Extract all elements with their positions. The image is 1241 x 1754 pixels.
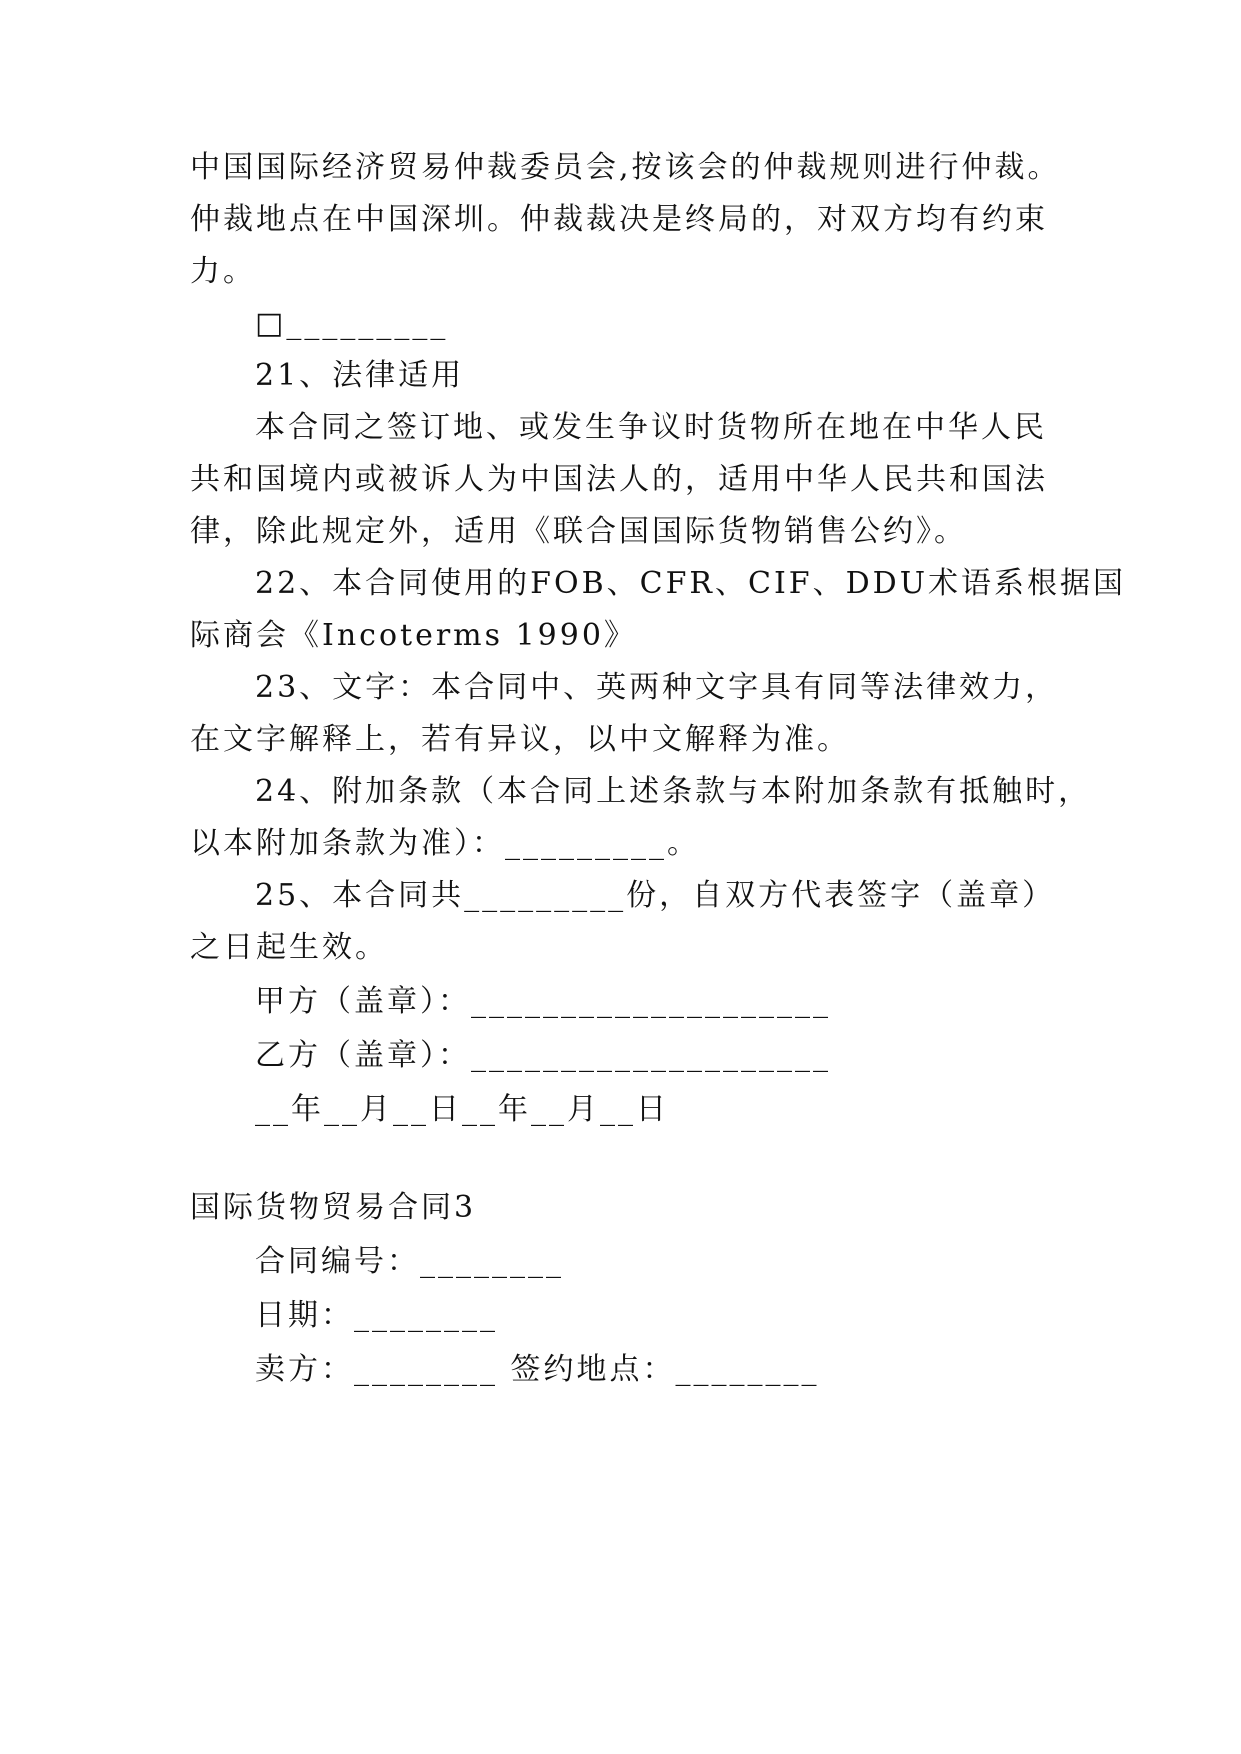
text-line-language-1: 23、文字：本合同中、英两种文字具有同等法律效力，: [255, 670, 1059, 705]
text-line-terms-1: 22、本合同使用的FOB、CFR、CIF、DDU术语系根据国: [255, 566, 1126, 601]
text-line-law-2: 共和国境内或被诉人为中国法人的，适用中华人民共和国法: [190, 462, 1048, 497]
seller-and-place-line: 卖方：________ 签约地点：________: [255, 1352, 820, 1387]
section-heading-governing-law: 21、法律适用: [255, 358, 465, 393]
text-line-effective-2: 之日起生效。: [190, 930, 388, 965]
contract-number-line: 合同编号：________: [255, 1244, 564, 1279]
text-line-additional-2: 以本附加条款为准）：_________。: [190, 826, 700, 861]
contract-title: 国际货物贸易合同3: [190, 1190, 477, 1225]
checkbox-blank-line: □_________: [255, 306, 449, 341]
text-line-arbitration-1: 中国国际经济贸易仲裁委员会,按该会的仲裁规则进行仲裁。: [190, 150, 1061, 185]
text-line-arbitration-2: 仲裁地点在中国深圳。仲裁裁决是终局的，对双方均有约束: [190, 202, 1048, 237]
party-b-seal-line: 乙方（盖章）：____________________: [255, 1038, 831, 1073]
contract-date-line: 日期：________: [255, 1298, 498, 1333]
text-line-language-2: 在文字解释上，若有异议，以中文解释为准。: [190, 722, 850, 757]
text-line-additional-1: 24、附加条款（本合同上述条款与本附加条款有抵触时，: [255, 774, 1092, 809]
text-line-law-3: 律，除此规定外，适用《联合国国际货物销售公约》。: [190, 514, 967, 549]
party-a-seal-line: 甲方（盖章）：____________________: [255, 984, 831, 1019]
date-line: __年__月__日__年__月__日: [255, 1092, 669, 1127]
text-line-arbitration-3: 力。: [190, 254, 256, 289]
text-line-effective-1: 25、本合同共_________份，自双方代表签字（盖章）: [255, 878, 1056, 913]
text-line-law-1: 本合同之签订地、或发生争议时货物所在地在中华人民: [255, 410, 1047, 445]
text-line-terms-2: 际商会《Incoterms 1990》: [190, 618, 637, 653]
